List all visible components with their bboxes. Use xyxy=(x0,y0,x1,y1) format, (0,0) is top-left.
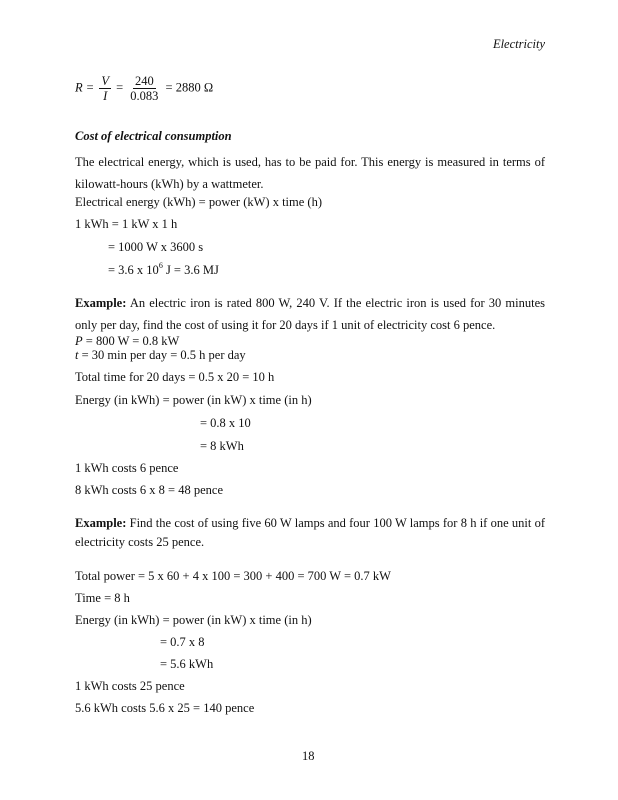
step: Time = 8 h xyxy=(75,591,130,605)
i: I xyxy=(103,89,108,103)
formula-lhs: R = xyxy=(75,80,95,95)
time-line xyxy=(75,348,246,363)
step: Total power = 5 x 60 + 4 x 100 = 300 + 400 = 700 W = 0.7 kW xyxy=(75,569,391,583)
example-label: Example: xyxy=(75,516,127,530)
step: = 0.8 x 10 xyxy=(200,416,251,430)
section-title: Cost of electrical consumption xyxy=(75,129,232,143)
mj-pre: = 3.6 x 10 xyxy=(108,263,159,277)
energy-definition: Electrical energy (kWh) = power (kW) x time (h) xyxy=(75,195,322,209)
mj-post: J = 3.6 MJ xyxy=(162,263,219,277)
mj-exp: 6 xyxy=(158,261,163,270)
step: 1 kWh costs 25 pence xyxy=(75,679,185,693)
p-value: = 800 W = 0.8 kW xyxy=(82,334,180,348)
kwh-line: 1 kWh = 1 kW x 1 h xyxy=(75,217,178,231)
denominator: 0.083 xyxy=(130,89,159,103)
step: 8 kWh costs 6 x 8 = 48 pence xyxy=(75,483,223,497)
running-header: Electricity xyxy=(492,37,545,51)
resistance-formula xyxy=(75,74,213,103)
t-value: = 30 min per day = 0.5 h per day xyxy=(78,348,246,362)
numerator: 240 xyxy=(134,74,154,88)
example-text: Find the cost of using five 60 W lamps and four 100 W lamps for 8 h if one unit of electricity costs 25 pence. xyxy=(75,516,545,549)
kwh-line-3 xyxy=(108,263,219,278)
step: Energy (in kWh) = power (in kW) x time (in h) xyxy=(75,613,312,627)
example-text: An electric iron is rated 800 W, 240 V. If the electric iron is used for 30 minutes only per day, find the cost of using it for 20 days if 1 unit of electricity cost 6 pence. xyxy=(75,296,545,332)
step: = 5.6 kWh xyxy=(160,657,214,671)
example-1 xyxy=(75,292,545,336)
power-line xyxy=(75,334,179,349)
intro-paragraph: The electrical energy, which is used, has to be paid for. This energy is measured in terms of kilowatt-hours (kWh) by a wattmeter. xyxy=(75,155,545,191)
v: V xyxy=(101,74,109,88)
t-var: t xyxy=(75,348,79,362)
equals: = xyxy=(116,80,124,95)
example-2 xyxy=(75,514,545,552)
example-label: Example: xyxy=(75,296,127,310)
step: = 8 kWh xyxy=(200,439,244,453)
step: Total time for 20 days = 0.5 x 20 = 10 h xyxy=(75,370,275,384)
step: = 0.7 x 8 xyxy=(160,635,205,649)
p-var: P xyxy=(75,334,83,348)
step: 5.6 kWh costs 5.6 x 25 = 140 pence xyxy=(75,701,255,715)
kwh-line-2: = 1000 W x 3600 s xyxy=(108,240,204,254)
step: 1 kWh costs 6 pence xyxy=(75,461,179,475)
formula-result: = 2880 Ω xyxy=(165,80,214,95)
page-number: 18 xyxy=(302,749,315,763)
fraction-240-over-0083 xyxy=(128,74,160,103)
fraction-v-over-i xyxy=(99,74,111,103)
step: Energy (in kWh) = power (in kW) x time (in h) xyxy=(75,393,312,407)
